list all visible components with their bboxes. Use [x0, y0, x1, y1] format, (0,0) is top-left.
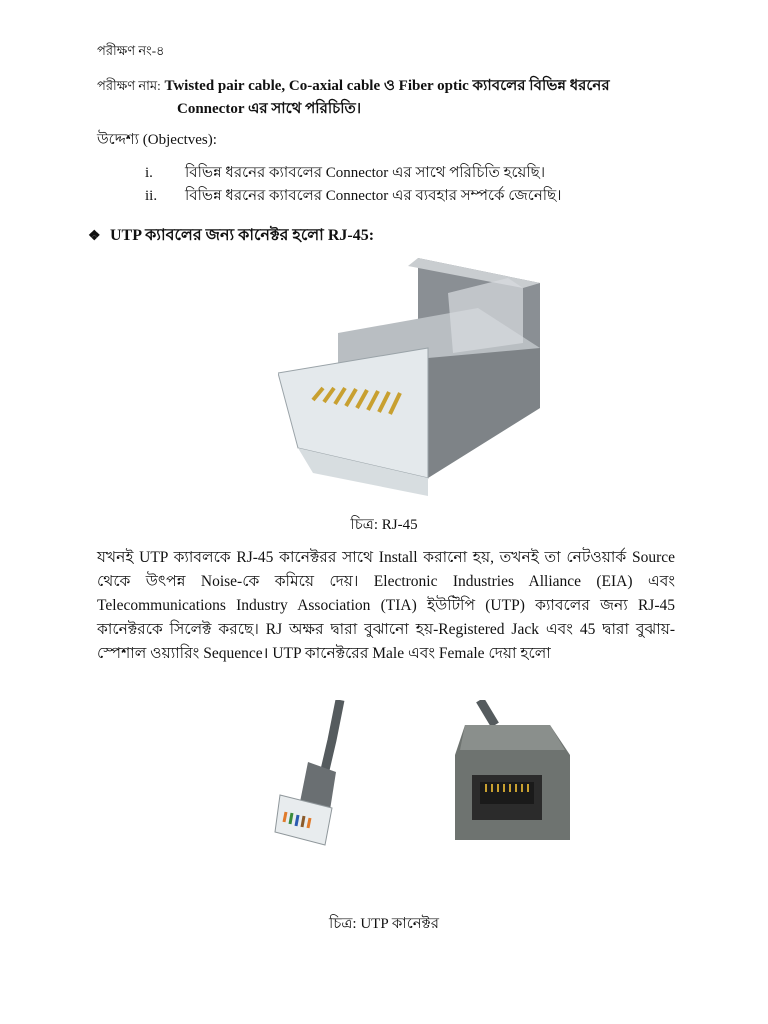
description-paragraph: যখনই UTP ক্যাবলকে RJ-45 কানেক্টরর সাথে Install করানো হয়, তখনই তা নেটওয়ার্ক Source থেকে উৎপন্ন Noise-কে কমিয়ে দেয়। Electronic Industries Alliance (EIA) এবং Telecommunications Industry Association (TIA) ইউটিপি (UTP) ক্যাবলের জন্য RJ-45 কানেক্টরকে সিলেক্ট করছে। RJ অক্ষর দ্বারা বুঝানো হয়-Registered Jack এবং 45 দ্বারা বুঝায়-স্পেশাল ওয়্যারিং Sequence। UTP কানেক্টরের Male এবং Female দেয়া হলো	[97, 549, 675, 662]
experiment-number: পরীক্ষণ নং-৪	[97, 43, 165, 58]
experiment-title	[97, 74, 697, 121]
objectives-heading: উদ্দেশ্য (Objectves):	[97, 132, 217, 148]
section-title: UTP ক্যাবলের জন্য কানেক্টর হলো RJ-45:	[110, 227, 375, 244]
utp-female-connector-image	[450, 700, 570, 840]
experiment-title-line1: Twisted pair cable, Co-axial cable ও Fiber optic ক্যাবলের বিভিন্ন ধরনের	[164, 78, 610, 94]
objective-text: বিভিন্ন ধরনের ক্যাবলের Connector এর ব্যবহার সম্পর্কে জেনেছি।	[185, 188, 562, 204]
utp-male-connector-image	[270, 700, 360, 850]
objective-number: i.	[145, 165, 153, 181]
objective-item	[145, 185, 562, 208]
figure-caption-utp: চিত্র: UTP কানেক্টর	[329, 916, 439, 932]
objectives-list	[145, 162, 562, 208]
diamond-bullet-icon: ❖	[88, 229, 101, 244]
experiment-label: পরীক্ষণ নাম:	[97, 78, 161, 93]
objective-text: বিভিন্ন ধরনের ক্যাবলের Connector এর সাথে পরিচিতি হয়েছি।	[185, 165, 546, 181]
experiment-title-line2: Connector এর সাথে পরিচিতি।	[177, 101, 362, 117]
rj45-connector-image	[278, 248, 540, 496]
section-heading	[88, 222, 374, 249]
figure-caption-rj45: চিত্র: RJ-45	[350, 517, 418, 533]
objective-number: ii.	[145, 188, 158, 204]
objective-item	[145, 162, 562, 185]
